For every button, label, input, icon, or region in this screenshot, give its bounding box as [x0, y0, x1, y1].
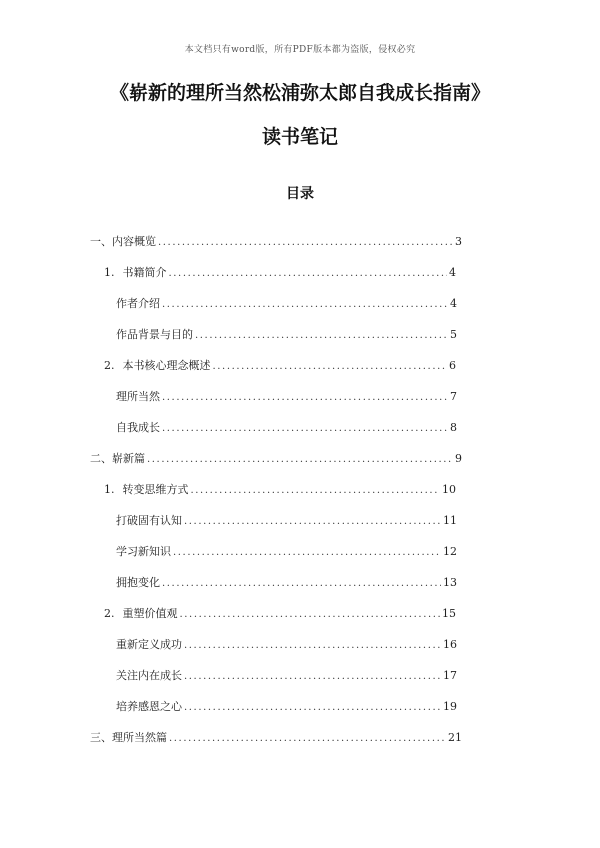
toc-entry-author-intro[interactable] — [116, 295, 457, 313]
toc-page-number: 5 — [450, 328, 457, 341]
toc-page-number: 7 — [450, 390, 457, 403]
document-subtitle: 读书笔记 — [261, 126, 338, 148]
toc-dot-leader — [162, 423, 448, 434]
toc-entry-gratitude[interactable] — [116, 698, 457, 716]
toc-page-number: 4 — [449, 266, 456, 279]
toc-entry-content-overview[interactable] — [90, 233, 462, 251]
toc-entry-taken-for-granted-chapter[interactable] — [90, 729, 462, 747]
toc-page-number: 16 — [443, 638, 457, 651]
toc-entry-embrace-change[interactable] — [116, 574, 457, 592]
toc-dot-leader — [169, 733, 446, 744]
toc-entry-label: 作者介绍 — [116, 297, 160, 310]
toc-dot-leader — [195, 330, 448, 341]
toc-entry-label: 培养感恩之心 — [116, 700, 182, 713]
toc-entry-label: 打破固有认知 — [116, 514, 182, 527]
toc-dot-leader — [162, 392, 448, 403]
toc-entry-label: 一、内容概览 — [90, 235, 156, 248]
toc-entry-book-intro[interactable] — [104, 264, 456, 282]
toc-entry-label: 拥抱变化 — [116, 576, 160, 589]
toc-dot-leader — [191, 485, 441, 496]
toc-dot-leader — [180, 609, 441, 620]
toc-entry-brand-new-chapter[interactable] — [90, 450, 462, 468]
toc-entry-number: 1. — [104, 266, 115, 279]
toc-page-number: 12 — [443, 545, 457, 558]
toc-dot-leader — [184, 702, 441, 713]
toc-entry-inner-growth[interactable] — [116, 667, 457, 685]
toc-page-number: 9 — [455, 452, 462, 465]
toc-entry-label: 书籍简介 — [122, 266, 167, 279]
toc-dot-leader — [169, 268, 448, 279]
toc-entry-number: 2. — [104, 607, 115, 620]
toc-dot-leader — [158, 237, 453, 248]
toc-entry-break-perceptions[interactable] — [116, 512, 457, 530]
toc-dot-leader — [173, 547, 441, 558]
toc-page-number: 8 — [450, 421, 457, 434]
toc-page-number: 3 — [455, 235, 462, 248]
toc-entry-label: 二、崭新篇 — [90, 452, 145, 465]
toc-dot-leader — [184, 640, 441, 651]
toc-dot-leader — [184, 516, 441, 527]
toc-entry-label: 作品背景与目的 — [116, 328, 193, 341]
toc-dot-leader — [147, 454, 453, 465]
toc-entry-self-growth[interactable] — [116, 419, 457, 437]
toc-entry-label: 三、理所当然篇 — [90, 731, 167, 744]
toc-heading: 目录 — [286, 186, 314, 202]
toc-entry-label: 关注内在成长 — [116, 669, 182, 682]
toc-dot-leader — [213, 361, 448, 372]
toc-dot-leader — [162, 578, 441, 589]
toc-entry-background-purpose[interactable] — [116, 326, 457, 344]
toc-page-number: 19 — [443, 700, 457, 713]
toc-entry-change-thinking[interactable] — [104, 481, 456, 499]
toc-dot-leader — [162, 299, 448, 310]
toc-page-number: 21 — [448, 731, 462, 744]
toc-entry-reshape-values[interactable] — [104, 605, 456, 623]
document-title: 《崭新的理所当然松浦弥太郎自我成长指南》 — [109, 82, 490, 104]
toc-entry-learn-new-knowledge[interactable] — [116, 543, 457, 561]
toc-page-number: 10 — [442, 483, 456, 496]
toc-entry-taken-for-granted[interactable] — [116, 388, 457, 406]
toc-page-number: 17 — [443, 669, 457, 682]
toc-page-number: 13 — [443, 576, 457, 589]
toc-entry-number: 2. — [104, 359, 115, 372]
toc-entry-label: 学习新知识 — [116, 545, 171, 558]
toc-entry-label: 自我成长 — [116, 421, 160, 434]
toc-entry-label: 重塑价值观 — [122, 607, 178, 620]
toc-entry-number: 1. — [104, 483, 115, 496]
toc-page-number: 15 — [442, 607, 456, 620]
toc-entry-label: 理所当然 — [116, 390, 160, 403]
toc-page-number: 6 — [449, 359, 456, 372]
toc-entry-label: 重新定义成功 — [116, 638, 182, 651]
toc-dot-leader — [184, 671, 441, 682]
toc-entry-label: 转变思维方式 — [122, 483, 189, 496]
watermark-notice: 本文档只有word版，所有PDF版本都为盗版，侵权必究 — [184, 45, 416, 55]
toc-page-number: 11 — [443, 514, 457, 527]
toc-entry-label: 本书核心理念概述 — [122, 359, 211, 372]
toc-page-number: 4 — [450, 297, 457, 310]
toc-entry-redefine-success[interactable] — [116, 636, 457, 654]
toc-entry-core-concepts[interactable] — [104, 357, 456, 375]
